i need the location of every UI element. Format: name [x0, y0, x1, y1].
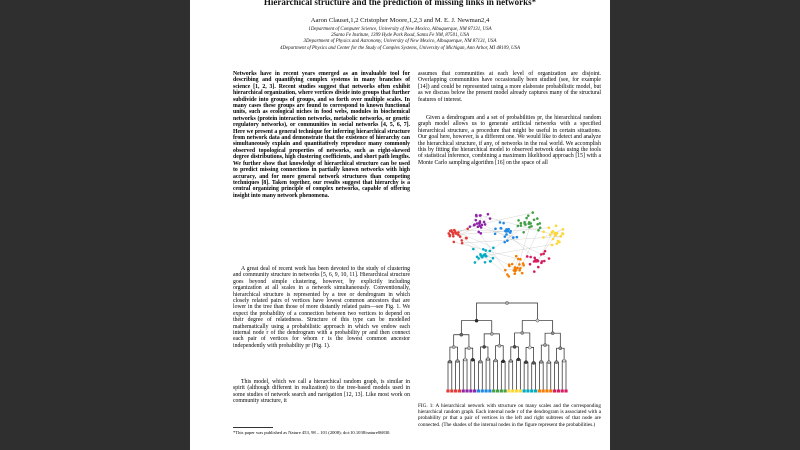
network-vertex	[522, 264, 525, 267]
network-vertex	[529, 222, 532, 225]
dendrogram-branch	[518, 359, 520, 391]
network-vertex	[533, 257, 536, 260]
dendrogram-branch	[526, 347, 530, 362]
network-vertex	[556, 242, 559, 245]
dendrogram-branch	[524, 362, 526, 391]
dendrogram-branch	[553, 333, 561, 348]
network-vertex	[517, 219, 520, 222]
network-vertex	[536, 217, 539, 220]
dendrogram-branch	[480, 362, 482, 391]
dendrogram-leaf	[553, 390, 556, 393]
dendrogram-internal-node	[475, 319, 478, 322]
network-vertex	[477, 225, 480, 228]
network-vertex	[476, 255, 479, 258]
network-vertex	[518, 263, 521, 266]
network-vertex	[519, 258, 522, 261]
network-vertex	[544, 250, 547, 253]
network-vertex	[448, 235, 451, 238]
affiliation-2: 2Santa Fe Institute, 1399 Hyde Park Road, Santa Fe NM, 87501, USA	[331, 33, 469, 39]
dendrogram-leaf	[503, 390, 506, 393]
network-vertex	[539, 227, 542, 230]
dendrogram-branch	[458, 361, 460, 391]
dendrogram-internal-node	[543, 343, 546, 346]
network-vertex	[505, 230, 508, 233]
dendrogram-internal-node	[521, 331, 524, 334]
network-vertex	[542, 253, 545, 256]
dendrogram-branch	[461, 335, 469, 348]
network-edges	[449, 213, 563, 275]
dendrogram-branch	[478, 362, 480, 391]
dendrogram-branch	[492, 334, 500, 346]
network-vertex	[537, 266, 540, 269]
figure-1	[418, 203, 601, 398]
dendrogram-branch	[454, 335, 462, 347]
dendrogram-internal-node	[448, 360, 451, 363]
network-edge	[479, 232, 506, 270]
network-vertex	[520, 224, 523, 227]
network-vertex	[507, 275, 510, 278]
dendrogram-branch	[473, 360, 475, 391]
dendrogram-internal-node	[555, 360, 558, 363]
dendrogram-branch	[465, 360, 467, 391]
dendrogram-branch	[532, 363, 534, 391]
network-vertex	[514, 266, 517, 269]
network-vertex	[457, 231, 460, 234]
network-vertex	[516, 236, 519, 239]
dendrogram-leaf	[519, 390, 522, 393]
dendrogram-branch	[469, 348, 473, 360]
dendrogram-leaf	[481, 390, 484, 393]
dendrogram-internal-node	[547, 361, 550, 364]
network-vertex	[549, 234, 552, 237]
network-edge	[452, 232, 522, 273]
dendrogram-branch	[477, 303, 507, 321]
dendrogram-internal-node	[471, 358, 474, 361]
network-vertex	[556, 232, 559, 235]
dendrogram-leaf	[511, 390, 514, 393]
network-vertex	[548, 257, 551, 260]
dendrogram-branch	[564, 361, 566, 391]
dendrogram-branch	[534, 363, 536, 391]
dendrogram-branch	[562, 361, 564, 391]
dendrogram-internal-node	[498, 344, 501, 347]
dendrogram-branch	[515, 333, 523, 347]
body-paragraph-2: This model, which we call a hierarchical random graph, is similar in spirit (although different in realization) to the tree-based models used in some studies of network search and navigation [12, 13]. Like most work on community structure, it	[233, 379, 410, 405]
network-vertex	[524, 223, 527, 226]
paper-title: Hierarchical structure and the prediction of missing links in networks*	[263, 0, 537, 7]
dendrogram-leaf	[469, 390, 472, 393]
dendrogram-internal-node	[509, 359, 512, 362]
dendrogram-leaf	[526, 390, 529, 393]
dendrogram-branch	[484, 334, 492, 347]
dendrogram-branch	[541, 362, 543, 391]
figure-caption: FIG. 1: A hierarchical network with structure on many scales and the corresponding hierarchical random graph. Each internal node r of the dendrogram is associated with a probability pr that a pair of vertices in the left and right subtrees of that node are connected. (The shades of the internal nodes in the figure represent the probabilities.)	[418, 403, 601, 428]
network-vertex	[531, 211, 534, 214]
network-vertex	[511, 263, 514, 266]
network-vertex	[475, 214, 478, 217]
network-vertex	[561, 232, 564, 235]
dendrogram-branch	[480, 347, 484, 362]
network-vertex	[551, 244, 554, 247]
network-vertex	[536, 223, 539, 226]
dendrogram-internal-node	[517, 358, 520, 361]
dendrogram-leaf	[458, 390, 461, 393]
dendrogram-branch	[456, 361, 458, 391]
dendrogram-internal-node	[456, 359, 459, 362]
network-vertex	[482, 248, 485, 251]
network-vertex	[477, 231, 480, 234]
dendrogram-branch	[507, 303, 537, 321]
network-vertex	[562, 228, 565, 231]
dendrogram-branch	[471, 360, 473, 391]
network-vertex	[533, 270, 536, 273]
network-vertex	[461, 242, 464, 245]
dendrogram-internal-node	[551, 332, 554, 335]
dendrogram-leaf	[542, 390, 545, 393]
network-vertex	[452, 235, 455, 238]
network-vertex	[472, 248, 475, 251]
network-vertex	[558, 241, 561, 244]
network-vertex	[453, 229, 456, 232]
dendrogram-branch	[499, 346, 503, 362]
network-edge	[452, 232, 507, 275]
dendrogram-leaf	[496, 390, 499, 393]
affiliation-1: 1Department of Computer Science, University of New Mexico, Albuquerque, NM 87131, USA	[308, 27, 492, 32]
dendrogram-branch	[494, 360, 496, 391]
network-vertex	[560, 235, 563, 238]
network-edge	[501, 228, 537, 260]
dendrogram-leaf	[545, 390, 548, 393]
network-vertex	[504, 269, 507, 272]
network-vertex	[533, 219, 536, 222]
network-vertex	[519, 267, 522, 270]
network-vertex	[515, 255, 518, 258]
network-vertex	[527, 214, 530, 217]
dendrogram-internal-node	[452, 345, 455, 348]
dendrogram-branch	[486, 359, 488, 391]
dendrogram-leaf	[564, 390, 567, 393]
network-vertex	[479, 214, 482, 217]
network-vertex	[506, 239, 509, 242]
network-vertex	[536, 259, 539, 262]
network-vertex	[529, 256, 532, 259]
dendrogram-leaf	[561, 390, 564, 393]
network-vertex	[520, 222, 523, 225]
network-vertex	[540, 253, 543, 256]
network-vertex	[552, 238, 555, 241]
dendrogram-leaf	[500, 390, 503, 393]
network-vertex	[508, 265, 511, 268]
dendrogram-internal-node	[562, 359, 565, 362]
dendrogram-branch	[537, 321, 552, 334]
dendrogram-branch	[454, 347, 458, 361]
dendrogram-leaf	[484, 390, 487, 393]
dendrogram-internal-node	[513, 345, 516, 348]
network-vertex	[500, 227, 503, 230]
dendrogram-branch	[556, 348, 560, 362]
dendrogram-branch	[503, 361, 505, 391]
network-edge	[480, 223, 549, 259]
network-vertex	[494, 227, 497, 230]
dendrogram-leaf	[488, 390, 491, 393]
dendrogram-leaf	[473, 390, 476, 393]
dendrogram-branch	[530, 347, 534, 362]
dendrogram-branch	[555, 362, 557, 391]
dendrogram-internal-node	[532, 361, 535, 364]
dendrogram-branch	[522, 321, 537, 333]
network-vertex	[474, 261, 477, 264]
dendrogram-branch	[515, 347, 519, 360]
dendrogram-branch	[461, 321, 476, 335]
dendrogram-leaf	[557, 390, 560, 393]
network-vertex	[460, 239, 463, 242]
network-vertex	[451, 231, 454, 234]
network-vertex	[489, 250, 492, 253]
network-vertex	[543, 260, 546, 263]
dendrogram-branch	[450, 362, 452, 391]
dendrogram-leaf	[515, 390, 518, 393]
network-vertex	[484, 261, 487, 264]
network-vertex	[515, 269, 518, 272]
network-vertex	[475, 219, 478, 222]
dendrogram-branch	[496, 360, 498, 391]
network-vertex	[481, 256, 484, 259]
dendrogram-internal-node	[528, 346, 531, 349]
dendrogram-branch	[511, 361, 513, 391]
dendrogram-internal-node	[536, 319, 539, 322]
network-vertex	[480, 226, 483, 229]
author-list: Aaron Clauset,1,2 Cristopher Moore,1,2,3 and M. E. J. Newman2,4	[310, 17, 490, 24]
network-vertex	[512, 236, 515, 239]
network-vertex	[542, 230, 545, 233]
abstract: Networks have in recent years emerged as an invaluable tool for describing and quantifying complex systems in many branches of science [1, 2, 3]. Recent studies suggest that networks often exhibit hierarchical organization, where vertices divide into groups that further subdivide into groups of groups, and so forth over multiple scales. In many cases these groups are found to correspond to known functional units, such as ecological niches in food webs, modules in biochemical networks (protein interaction networks, metabolic networks, or genetic regulatory networks), or communities in social networks [4, 5, 6, 7]. Here we present a general technique for inferring hierarchical structure from network data and demonstrate that the existence of hierarchy can simultaneously explain and quantitatively reproduce many commonly observed topological properties of networks, such as right-skewed degree distributions, high clustering coefficients, and short path lengths. We further show that knowledge of hierarchical structure can be used to predict missing connections in partially known networks with high accuracy, and for more general network structures than competing techniques [8]. Taken together, our results suggest that hierarchy is a central organizing principle of complex networks, capable of offering insight into many network phenomena.	[233, 71, 410, 199]
network-vertex	[503, 241, 506, 244]
dendrogram-branch	[549, 362, 551, 391]
dendrogram-branch	[501, 361, 503, 391]
network-vertex	[555, 225, 558, 228]
network-vertex	[513, 272, 516, 275]
dendrogram-leaf	[465, 390, 468, 393]
network-vertex	[523, 221, 526, 224]
dendrogram-leaf	[454, 390, 457, 393]
dendrogram-internal-node	[467, 347, 470, 350]
footnote: *This paper was published as Nature 453, 98 – 101 (2008); doi:10.1038/nature06830.	[233, 430, 391, 435]
network-vertex	[537, 229, 540, 232]
network-edge	[482, 244, 557, 257]
dendrogram-branch	[556, 362, 558, 391]
dendrogram-branch	[539, 362, 541, 391]
network-vertex	[551, 231, 554, 234]
network-vertex	[492, 246, 495, 249]
dendrogram-branch	[545, 345, 549, 362]
network-vertex	[499, 221, 502, 224]
dendrogram-branch	[484, 347, 488, 359]
network-vertex	[485, 255, 488, 258]
dendrogram-leaf	[462, 390, 465, 393]
network-vertex	[521, 272, 524, 275]
dendrogram-branch	[477, 321, 492, 334]
network-vertex	[484, 249, 487, 252]
dendrogram-branch	[522, 333, 530, 348]
dendrogram-branch	[496, 346, 500, 361]
dendrogram-branch	[545, 333, 553, 345]
dendrogram-internal-node	[505, 301, 508, 304]
network-vertex	[494, 232, 497, 235]
dendrogram-branch	[541, 345, 545, 362]
dendrogram-leaf	[534, 390, 537, 393]
dendrogram-internal-node	[464, 358, 467, 361]
dendrogram-leaf	[530, 390, 533, 393]
dendrogram-internal-node	[460, 333, 463, 336]
dendrogram-internal-node	[494, 359, 497, 362]
network-vertex	[465, 237, 468, 240]
network-vertex	[489, 260, 492, 263]
dendrogram-branch	[488, 359, 490, 391]
network-vertex	[541, 260, 544, 263]
network-vertex	[509, 231, 512, 234]
network-edge	[515, 259, 518, 267]
network-vertex	[484, 223, 487, 226]
network-vertex	[525, 217, 528, 220]
network-vertex	[504, 235, 507, 238]
network-vertex	[492, 257, 495, 260]
right-paragraph-2: Given a dendrogram and a set of probabilities pr, the hierarchical random graph model allows us to generate artificial networks with a specified hierarchical structure, a procedure that might be useful in certain situations. Our goal here, however, is a different one. We would like to detect and analyze the hierarchical structure, if any, of networks in the real world. We accomplish this by fitting the hierarchical model to observed network data using the tools of statistical inference, combining a maximum likelihood approach [15] with a Monte Carlo sampling algorithm [16] on the space of all	[418, 115, 601, 166]
dendrogram-leaf	[450, 390, 453, 393]
dendrogram-internal-node	[483, 345, 486, 348]
dendrogram-branch	[511, 347, 515, 361]
dendrogram-branch	[560, 348, 564, 360]
dendrogram-branch	[526, 362, 528, 391]
body-paragraph-1: A great deal of recent work has been devoted to the study of clustering and community structure in networks [5, 6, 9, 10, 11]. Hierarchical structure goes beyond simple clustering, however, by explicitly including organization at all scales in a network simultaneously. Conventionally, hierarchical structure is represented by a tree or dendrogram in which closely related pairs of vertices have lowest common ancestors that are lower in the tree than those of more distantly related pairs—see Fig. 1. We expect the probability of a connection between two vertices to depend on their degree of relatedness. Structure of this type can be modelled mathematically using a probabilistic approach in which we endow each internal node r of the dendrogram with a probability pr and then connect each pair of vertices for whom r is the lowest common ancestor independently with probability pr (Fig. 1).	[233, 266, 410, 349]
network-vertex	[469, 225, 472, 228]
dendrogram-internal-node	[479, 360, 482, 363]
network-vertex	[530, 225, 533, 228]
network-dendrogram-illustration	[418, 203, 601, 398]
dendrogram-internal-node	[486, 357, 489, 360]
network-vertex	[453, 241, 456, 244]
dendrogram-internal-node	[490, 332, 493, 335]
dendrogram	[446, 301, 567, 392]
affiliation-4: 4Department of Physics and Center for the Study of Complex Systems, University of Michigan, Ann Arbor, MI 48109, USA	[280, 45, 520, 51]
right-paragraph-1: assumes that communities at each level of organization are disjoint. Overlapping communities have occasionally been studied (see, for example [14]) and could be represented using a more elaborate probabilistic model, but as we discuss below the present model already captures many of the structural features of interest.	[418, 71, 601, 103]
dendrogram-internal-node	[502, 360, 505, 363]
dendrogram-leaf	[477, 390, 480, 393]
network-vertex	[542, 236, 545, 239]
dendrogram-leaf	[507, 390, 510, 393]
network-nodes	[447, 211, 564, 277]
network-vertex	[505, 233, 508, 236]
network-vertex	[529, 263, 532, 266]
dendrogram-branch	[463, 360, 465, 391]
network-vertex	[459, 235, 462, 238]
dendrogram-branch	[465, 348, 469, 359]
dendrogram-internal-node	[524, 360, 527, 363]
network-vertex	[548, 226, 551, 229]
dendrogram-leaf	[523, 390, 526, 393]
network-vertex	[513, 269, 516, 272]
network-vertex	[483, 221, 486, 224]
dendrogram-branch	[547, 362, 549, 391]
dendrogram-leaf	[492, 390, 495, 393]
network-vertex	[489, 217, 492, 220]
network-vertex	[502, 222, 505, 225]
footnote-rule	[233, 427, 273, 428]
network-vertex	[526, 255, 529, 258]
dendrogram-branch	[450, 347, 454, 362]
dendrogram-leaf	[549, 390, 552, 393]
dendrogram-leaf	[538, 390, 541, 393]
dendrogram-branch	[509, 361, 511, 391]
network-vertex	[479, 253, 482, 256]
network-vertex	[466, 227, 469, 230]
dendrogram-leaf	[446, 390, 449, 393]
dendrogram-branch	[448, 362, 450, 391]
network-vertex	[522, 231, 525, 234]
affiliation-3: 3Department of Physics and Astronomy, University of New Mexico, Albuquerque, NM 87131, USA	[303, 39, 497, 45]
network-vertex	[517, 225, 520, 228]
dendrogram-internal-node	[559, 347, 562, 350]
dendrogram-internal-node	[540, 360, 543, 363]
network-vertex	[478, 222, 481, 225]
network-vertex	[487, 213, 490, 216]
dendrogram-branch	[517, 359, 519, 391]
network-vertex	[483, 253, 486, 256]
network-vertex	[473, 223, 476, 226]
